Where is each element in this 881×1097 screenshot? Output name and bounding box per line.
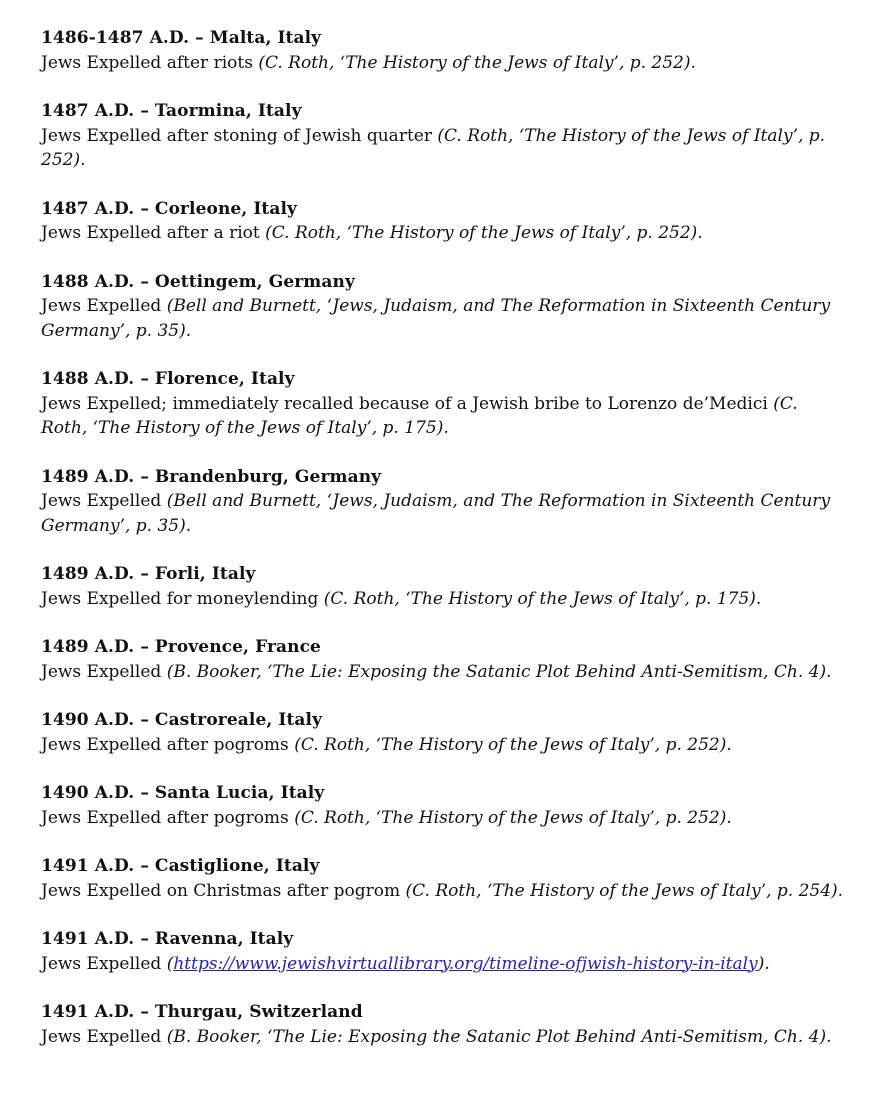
entry-description: Jews Expelled for moneylending [41,588,324,609]
citation-text: (B. Booker, ‘The Lie: Exposing the Satanic Plot Behind Anti-Semitism, Ch. 4). [166,1026,832,1047]
entry-description: Jews Expelled [41,953,167,974]
entry-heading: 1487 A.D. – Taormina, Italy [41,101,302,121]
citation-text: (C. Roth, ‘The History of the Jews of Italy’, p. 252). [294,807,732,828]
entry-body [41,879,847,904]
entry-description: Jews Expelled [41,296,167,316]
citation-text: (B. Booker, ‘The Lie: Exposing the Satanic Plot Behind Anti-Semitism, Ch. 4). [166,661,832,682]
entry-description: Jews Expelled [41,1026,167,1047]
entry-list [41,26,847,1049]
timeline-entry [41,781,847,830]
entry-body [41,733,847,758]
citation-text: (C. Roth, ‘The History of the Jews of Italy’, p. 254). [405,880,844,901]
entry-heading: 1489 A.D. – Forli, Italy [41,564,256,584]
citation-text: ). [757,953,770,974]
entry-description: Jews Expelled after pogroms [41,807,295,828]
timeline-entry [41,26,847,75]
entry-heading: 1491 A.D. – Ravenna, Italy [41,929,294,949]
timeline-entry [41,708,847,757]
timeline-entry [41,635,847,684]
entry-description: Jews Expelled after a riot [41,223,266,243]
citation-text: (C. Roth, ‘The History of the Jews of Italy’, p. 252). [265,223,703,243]
citation-text: (C. Roth, ‘The History of the Jews of Italy’, p. 252). [258,52,696,73]
entry-description: Jews Expelled on Christmas after pogrom [41,880,406,901]
timeline-entry [41,197,847,246]
entry-body [41,952,847,977]
entry-description: Jews Expelled after riots [41,52,259,73]
entry-description: Jews Expelled [41,491,167,511]
entry-heading: 1490 A.D. – Castroreale, Italy [41,710,323,730]
citation-text: (Bell and Burnett, ‘Jews, Judaism, and The Reformation in Sixteenth Century Germany’, p. 35). [41,296,831,341]
entry-heading: 1488 A.D. – Oettingem, Germany [41,271,355,292]
timeline-entry [41,367,847,441]
entry-heading: 1489 A.D. – Brandenburg, Germany [41,466,382,487]
citation-text: (C. Roth, ‘The History of the Jews of Italy’, p. 252). [294,734,732,755]
entry-body [41,587,847,612]
timeline-entry [41,1000,847,1049]
entry-body [41,124,847,173]
entry-heading: 1486-1487 A.D. – Malta, Italy [41,28,322,48]
timeline-entry [41,465,847,539]
entry-heading: 1487 A.D. – Corleone, Italy [41,198,298,219]
entry-body [41,660,847,685]
entry-body [41,221,847,246]
entry-heading: 1491 A.D. – Castiglione, Italy [41,856,320,876]
entry-description: Jews Expelled [41,661,167,682]
timeline-entry [41,927,847,976]
citation-text: (C. Roth, ‘The History of the Jews of Italy’, p. 175). [323,588,762,609]
timeline-entry [41,99,847,173]
citation-link[interactable]: https://www.jewishvirtuallibrary.org/timeline-ofjwish-history-in-italy [173,953,758,974]
citation-text: (Bell and Burnett, ‘Jews, Judaism, and The Reformation in Sixteenth Century Germany’, p. 35). [41,491,831,536]
entry-heading: 1489 A.D. – Provence, France [41,637,321,657]
entry-body [41,806,847,831]
entry-body [41,392,847,441]
entry-description: Jews Expelled after stoning of Jewish quarter [41,125,438,146]
citation-text: (C. Roth, ‘The History of the Jews of Italy’, p. 175). [41,393,798,438]
entry-description: Jews Expelled; immediately recalled because of a Jewish bribe to Lorenzo de’Medici [41,393,774,414]
entry-heading: 1490 A.D. – Santa Lucia, Italy [41,783,325,803]
entry-heading: 1491 A.D. – Thurgau, Switzerland [41,1002,363,1022]
citation-text: (C. Roth, ‘The History of the Jews of Italy’, p. 252). [41,125,826,170]
entry-body [41,489,847,538]
timeline-entry [41,270,847,344]
entry-description: Jews Expelled after pogroms [41,734,295,755]
timeline-entry [41,562,847,611]
citation-text: ( [166,953,174,974]
entry-heading: 1488 A.D. – Florence, Italy [41,369,295,389]
entry-body [41,51,847,76]
entry-body [41,294,847,343]
entry-body [41,1025,847,1050]
timeline-entry [41,854,847,903]
